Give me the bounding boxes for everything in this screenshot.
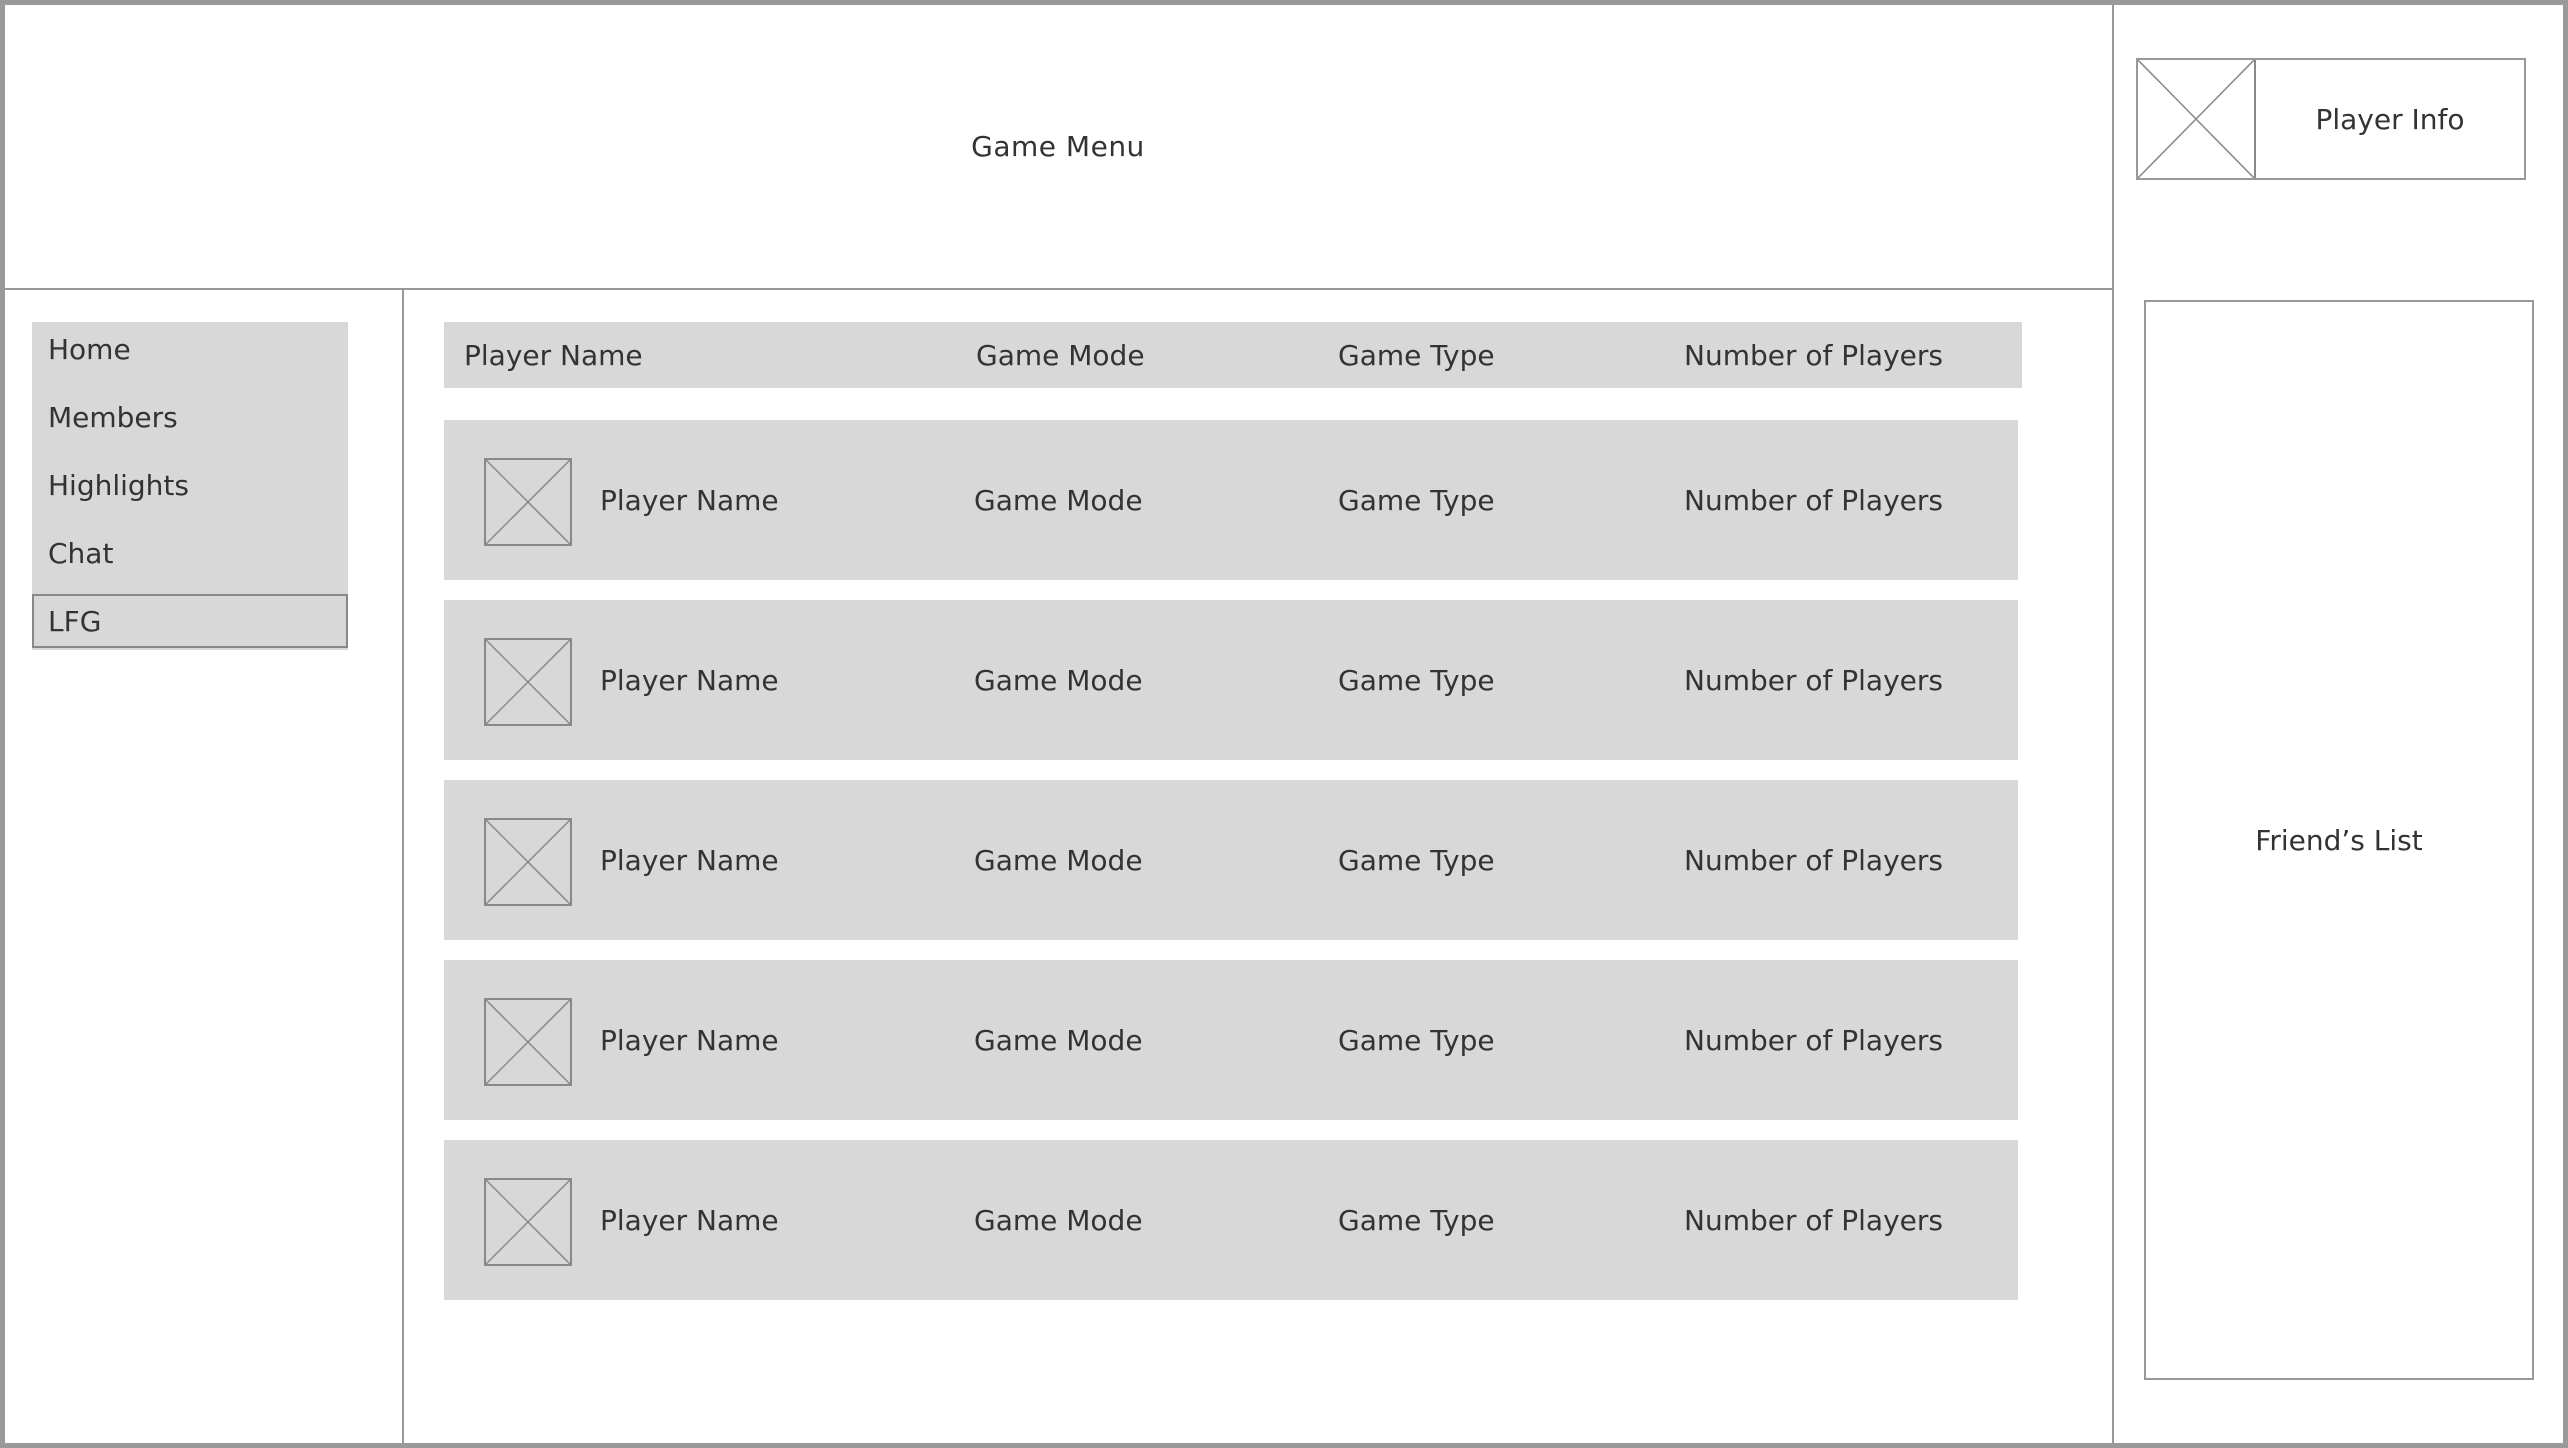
- sidebar-divider: [402, 288, 404, 1443]
- row-game-mode: Game Mode: [974, 843, 1143, 877]
- row-player-name: Player Name: [600, 663, 779, 697]
- row-game-type: Game Type: [1338, 1203, 1495, 1237]
- row-player-name: Player Name: [600, 483, 779, 517]
- column-header-game-type: Game Type: [1338, 338, 1495, 372]
- row-game-type: Game Type: [1338, 843, 1495, 877]
- table-row[interactable]: [444, 1140, 2018, 1300]
- right-column-divider: [2112, 5, 2114, 1443]
- player-info-label: Player Info: [2315, 102, 2465, 136]
- row-number-of-players: Number of Players: [1684, 843, 1943, 877]
- row-player-name: Player Name: [600, 843, 779, 877]
- game-menu-title: Game Menu: [971, 129, 1145, 163]
- row-game-type: Game Type: [1338, 663, 1495, 697]
- row-number-of-players: Number of Players: [1684, 483, 1943, 517]
- table-row[interactable]: [444, 960, 2018, 1120]
- player-avatar-placeholder-icon: [484, 1178, 572, 1266]
- friends-list-panel[interactable]: [2144, 300, 2534, 1380]
- table-header: [444, 322, 2022, 388]
- column-header-game-mode: Game Mode: [976, 338, 1145, 372]
- player-info-image-placeholder-icon: [2138, 60, 2256, 178]
- sidebar-item-chat[interactable]: Chat: [48, 536, 114, 570]
- row-game-mode: Game Mode: [974, 1203, 1143, 1237]
- sidebar-nav: [32, 322, 348, 650]
- header-divider: [5, 288, 2113, 290]
- row-number-of-players: Number of Players: [1684, 663, 1943, 697]
- player-avatar-placeholder-icon: [484, 818, 572, 906]
- player-info-card[interactable]: [2136, 58, 2526, 180]
- sidebar-item-home[interactable]: Home: [48, 332, 131, 366]
- row-number-of-players: Number of Players: [1684, 1023, 1943, 1057]
- player-avatar-placeholder-icon: [484, 998, 572, 1086]
- row-player-name: Player Name: [600, 1023, 779, 1057]
- friends-list-label: Friend’s List: [2255, 823, 2423, 857]
- column-header-player-name: Player Name: [464, 338, 643, 372]
- sidebar-item-lfg[interactable]: LFG: [32, 594, 348, 648]
- table-row[interactable]: [444, 780, 2018, 940]
- row-number-of-players: Number of Players: [1684, 1203, 1943, 1237]
- player-avatar-placeholder-icon: [484, 458, 572, 546]
- row-game-type: Game Type: [1338, 1023, 1495, 1057]
- row-game-mode: Game Mode: [974, 1023, 1143, 1057]
- row-game-mode: Game Mode: [974, 483, 1143, 517]
- row-player-name: Player Name: [600, 1203, 779, 1237]
- row-game-mode: Game Mode: [974, 663, 1143, 697]
- table-row[interactable]: [444, 420, 2018, 580]
- sidebar-item-members[interactable]: Members: [48, 400, 178, 434]
- table-row[interactable]: [444, 600, 2018, 760]
- column-header-number-of-players: Number of Players: [1684, 338, 1943, 372]
- row-game-type: Game Type: [1338, 483, 1495, 517]
- sidebar-item-highlights[interactable]: Highlights: [48, 468, 189, 502]
- player-avatar-placeholder-icon: [484, 638, 572, 726]
